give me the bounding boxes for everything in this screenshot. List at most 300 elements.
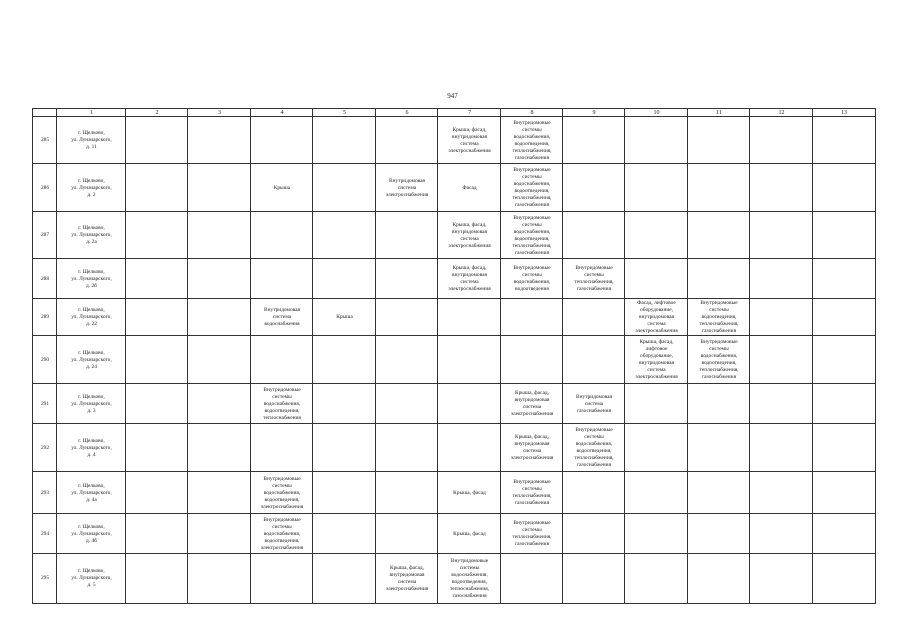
cell-line: Внутридомовые: [700, 339, 738, 345]
table-cell: [437, 553, 501, 604]
cell-line: система: [460, 279, 479, 285]
cell-line: водоснабжения,: [263, 400, 301, 407]
row-number: [32, 116, 57, 164]
empty-cell: [624, 383, 688, 424]
cell-line: 292: [40, 444, 50, 451]
cell-line: Внутридомовые: [513, 167, 551, 173]
empty-cell: [312, 471, 376, 514]
empty-cell: [500, 553, 563, 604]
cell-line: Внутридомовые: [513, 119, 551, 126]
empty-cell: [812, 471, 876, 514]
table-cell: [56, 298, 126, 336]
cell-line: водоснабжения,: [700, 353, 738, 359]
cell-line: внутридомовая: [452, 133, 487, 140]
cell-line: газоснабжения: [576, 407, 612, 414]
cell-line: водоснабжения,: [451, 571, 488, 578]
cell-line: газоснабжения: [701, 328, 737, 334]
empty-cell: [187, 116, 251, 164]
empty-cell: [187, 298, 251, 336]
empty-cell: [562, 471, 625, 514]
table-cell: [250, 513, 313, 554]
cell-line: водоснабжения,: [513, 181, 551, 187]
cell-line: система: [272, 314, 292, 320]
empty-cell: [187, 383, 251, 424]
cell-line: ул. Луначарского,: [71, 232, 112, 238]
table-cell: [437, 471, 501, 514]
empty-cell: [250, 553, 313, 604]
cell-line: газоснабжения: [701, 374, 737, 380]
cell-line: водоотведения,: [576, 448, 612, 454]
empty-cell: [125, 116, 188, 164]
cell-line: Внутридомовые: [513, 520, 551, 526]
cell-line: 3: [218, 109, 221, 116]
cell-line: Крыша, фасад,: [452, 126, 487, 133]
cell-line: теплоснабжения,: [449, 585, 490, 592]
cell-line: Фасад: [462, 184, 477, 191]
empty-cell: [312, 423, 376, 472]
cell-line: 12: [778, 109, 785, 116]
cell-line: электроснабжения: [385, 191, 429, 198]
table-cell: [56, 335, 126, 384]
empty-cell: [749, 383, 813, 424]
cell-line: Внутридомовые: [513, 214, 551, 221]
table-cell: [437, 513, 501, 554]
empty-cell: [375, 471, 438, 514]
empty-cell: [312, 513, 376, 554]
row-number: [32, 335, 57, 384]
cell-line: ул. Луначарского,: [71, 400, 112, 407]
cell-line: газоснабжения: [514, 202, 550, 208]
cell-line: 290: [40, 356, 50, 363]
table-cell: [56, 471, 126, 514]
cell-line: системы: [522, 221, 542, 228]
cell-line: 289: [40, 314, 50, 320]
table-cell: [562, 383, 625, 424]
empty-cell: [687, 423, 750, 472]
cell-line: водоснабжения,: [263, 489, 301, 496]
cell-line: 294: [40, 530, 50, 537]
cell-line: д. 11: [86, 144, 97, 150]
empty-cell: [375, 116, 438, 164]
cell-line: электроснабжения: [510, 411, 554, 417]
cell-line: водоотведения,: [701, 314, 737, 320]
cell-line: ул. Луначарского,: [71, 356, 112, 363]
empty-cell: [125, 471, 188, 514]
table-cell: [56, 116, 126, 164]
cell-line: системы: [522, 486, 542, 492]
cell-line: система: [647, 321, 666, 327]
cell-line: г. Щелково,: [78, 268, 105, 275]
empty-cell: [187, 553, 251, 604]
empty-cell: [687, 163, 750, 212]
cell-line: Внутридомовые: [700, 300, 738, 306]
empty-cell: [687, 513, 750, 554]
empty-cell: [187, 423, 251, 472]
table-cell: [500, 383, 563, 424]
empty-cell: [624, 471, 688, 514]
cell-line: Крыша, фасад: [453, 530, 486, 537]
empty-cell: [437, 335, 501, 384]
table-cell: [500, 163, 563, 212]
cell-line: водоснабжения,: [575, 441, 613, 447]
empty-cell: [312, 211, 376, 259]
cell-line: внутридомовая: [514, 441, 550, 447]
cell-line: системы: [272, 523, 292, 530]
cell-line: система: [460, 140, 479, 147]
cell-line: Крыша, фасад,: [515, 434, 549, 440]
cell-line: Внутридомовые: [263, 516, 301, 523]
cell-line: теплоснабжения,: [699, 367, 739, 373]
cell-line: системы: [459, 564, 480, 571]
cell-line: водоснабжения,: [513, 228, 551, 235]
empty-cell: [437, 423, 501, 472]
table-cell: [56, 423, 126, 472]
cell-line: теплоснабжения,: [512, 493, 552, 499]
empty-cell: [749, 553, 813, 604]
empty-cell: [812, 298, 876, 336]
empty-cell: [375, 383, 438, 424]
cell-line: системы: [709, 346, 729, 352]
cell-line: газоснабжения: [514, 249, 550, 256]
table-cell: [56, 553, 126, 604]
empty-cell: [749, 116, 813, 164]
cell-line: д. 5: [87, 582, 96, 588]
cell-line: ул. Луначарского,: [71, 444, 112, 451]
empty-cell: [687, 553, 750, 604]
cell-line: д. 2б: [86, 282, 97, 289]
cell-line: г. Щелково,: [78, 568, 105, 574]
empty-cell: [812, 335, 876, 384]
empty-cell: [749, 335, 813, 384]
table-cell: [500, 211, 563, 259]
empty-cell: [187, 513, 251, 554]
cell-line: оборудование,: [640, 307, 673, 313]
cell-line: газоснабжения: [514, 154, 550, 161]
empty-cell: [624, 513, 688, 554]
cell-line: д. 22: [86, 321, 97, 327]
empty-cell: [562, 211, 625, 259]
cell-line: 4: [280, 109, 284, 116]
cell-line: 286: [40, 184, 50, 191]
cell-line: д. 24: [86, 363, 97, 370]
cell-line: лифтовое: [645, 346, 668, 352]
cell-line: электроснабжения: [635, 328, 678, 334]
cell-line: электроснабжения: [385, 585, 429, 592]
empty-cell: [749, 298, 813, 336]
cell-line: водоотведения,: [514, 140, 550, 147]
cell-line: системы: [584, 434, 604, 440]
cell-line: теплоснабжения,: [512, 195, 552, 201]
cell-line: системы: [709, 307, 729, 313]
empty-cell: [375, 211, 438, 259]
empty-cell: [125, 383, 188, 424]
cell-line: системы: [522, 174, 542, 180]
cell-line: теплоснабжения,: [574, 455, 614, 461]
empty-cell: [812, 163, 876, 212]
row-number: [32, 211, 57, 259]
table-cell: [624, 335, 688, 384]
table-cell: [250, 163, 313, 212]
empty-cell: [125, 163, 188, 212]
empty-cell: [562, 553, 625, 604]
cell-line: системы: [522, 272, 542, 278]
cell-line: ул. Луначарского,: [71, 184, 112, 191]
cell-line: Внутридомовые: [450, 557, 489, 564]
table-cell: [375, 553, 438, 604]
table-cell: [56, 211, 126, 259]
cell-line: водоснабжения,: [513, 133, 551, 140]
table-cell: [437, 258, 501, 299]
cell-line: оборудование,: [640, 353, 673, 359]
empty-cell: [687, 383, 750, 424]
empty-cell: [375, 258, 438, 299]
table-cell: [250, 298, 313, 336]
empty-cell: [125, 335, 188, 384]
table-cell: [500, 513, 563, 554]
cell-line: 293: [40, 489, 50, 496]
cell-line: системы: [272, 393, 292, 400]
table-cell: [562, 423, 625, 472]
cell-line: Крыша, фасад,: [639, 339, 674, 345]
empty-cell: [749, 258, 813, 299]
cell-line: Внутридомовые: [575, 427, 613, 433]
cell-line: г. Щелково,: [78, 307, 105, 313]
empty-cell: [125, 298, 188, 336]
table-cell: [624, 298, 688, 336]
empty-cell: [812, 513, 876, 554]
empty-cell: [250, 335, 313, 384]
table-cell: [56, 383, 126, 424]
cell-line: ул. Луначарского,: [71, 314, 112, 320]
table-cell: [250, 471, 313, 514]
cell-line: электроснабжения: [448, 286, 491, 292]
cell-line: ул. Луначарского,: [71, 575, 112, 581]
cell-line: электроснабжения: [635, 374, 678, 380]
empty-cell: [687, 116, 750, 164]
cell-line: ул. Луначарского,: [71, 530, 112, 537]
row-number: [32, 423, 57, 472]
cell-line: 2: [155, 109, 159, 116]
cell-line: д. 4б: [86, 537, 97, 544]
row-number: [32, 298, 57, 336]
cell-line: электроснабжения: [260, 544, 304, 551]
empty-cell: [562, 163, 625, 212]
cell-line: Внутридомовые: [263, 386, 301, 393]
empty-cell: [187, 258, 251, 299]
cell-line: водоотведения,: [264, 496, 300, 503]
cell-line: 287: [40, 232, 50, 238]
cell-line: системы: [522, 527, 542, 533]
cell-line: Фасад, лифтовое: [637, 300, 676, 306]
cell-line: ул. Луначарского,: [71, 489, 112, 496]
table-cell: [375, 163, 438, 212]
cell-line: теплоснабжения,: [512, 534, 552, 540]
cell-line: г. Щелково,: [78, 393, 105, 400]
cell-line: водоотведения,: [451, 578, 488, 585]
empty-cell: [312, 163, 376, 212]
cell-line: д. 2а: [86, 239, 97, 245]
table-cell: [56, 258, 126, 299]
cell-line: Внутридомовая: [264, 307, 300, 313]
cell-line: системы: [272, 482, 292, 489]
empty-cell: [375, 298, 438, 336]
table-cell: [500, 471, 563, 514]
cell-line: водоснабжения,: [513, 279, 551, 285]
cell-line: г. Щелково,: [78, 225, 105, 231]
cell-line: система: [647, 367, 666, 373]
cell-line: 13: [841, 109, 847, 116]
cell-line: 11: [716, 109, 722, 116]
cell-line: система: [522, 404, 542, 410]
cell-line: г. Щелково,: [78, 349, 105, 356]
cell-line: внутридомовая: [639, 314, 674, 320]
cell-line: внутридомовая: [514, 397, 550, 403]
empty-cell: [624, 553, 688, 604]
cell-line: 9: [592, 109, 596, 116]
empty-cell: [562, 513, 625, 554]
cell-line: система: [584, 400, 604, 407]
cell-line: система: [397, 578, 417, 585]
table-cell: [437, 211, 501, 259]
empty-cell: [187, 163, 251, 212]
empty-cell: [749, 211, 813, 259]
cell-line: электроснабжения: [448, 147, 491, 154]
cell-line: электроснабжения: [448, 242, 491, 249]
cell-line: водоснабжения,: [263, 530, 301, 537]
table-cell: [437, 163, 501, 212]
empty-cell: [562, 335, 625, 384]
cell-line: 295: [40, 575, 50, 581]
cell-line: Крыша, фасад,: [515, 390, 549, 396]
empty-cell: [812, 211, 876, 259]
cell-line: ул. Луначарского,: [71, 137, 112, 143]
cell-line: д. 2: [87, 191, 96, 198]
cell-line: 7: [468, 109, 471, 116]
empty-cell: [250, 258, 313, 299]
cell-line: теплоснабжения,: [574, 279, 614, 285]
cell-line: 8: [530, 109, 534, 116]
empty-cell: [624, 258, 688, 299]
table-cell: [687, 298, 750, 336]
cell-line: водоотведения,: [264, 407, 300, 414]
empty-cell: [125, 553, 188, 604]
row-number: [32, 471, 57, 514]
empty-cell: [312, 553, 376, 604]
empty-cell: [250, 116, 313, 164]
cell-line: Крыша, фасад,: [452, 221, 487, 228]
cell-line: водоотведения: [515, 286, 549, 292]
cell-line: 291: [40, 400, 50, 407]
cell-line: внутридомовая: [639, 360, 674, 366]
cell-line: д. 4: [87, 451, 96, 458]
table-cell: [500, 116, 563, 164]
cell-line: Внутридомовые: [575, 265, 613, 271]
empty-cell: [500, 298, 563, 336]
empty-cell: [749, 163, 813, 212]
cell-line: система: [522, 448, 542, 454]
empty-cell: [562, 298, 625, 336]
cell-line: внутридомовая: [452, 272, 487, 278]
empty-cell: [749, 471, 813, 514]
empty-cell: [624, 423, 688, 472]
cell-line: системы: [522, 126, 542, 133]
cell-line: Внутридомовые: [263, 475, 301, 482]
empty-cell: [312, 383, 376, 424]
row-number: [32, 163, 57, 212]
cell-line: электроснабжения: [260, 503, 304, 510]
cell-line: теплоснабжения: [263, 414, 301, 421]
empty-cell: [125, 513, 188, 554]
cell-line: Внутридомовые: [513, 265, 551, 271]
empty-cell: [375, 335, 438, 384]
cell-line: ул. Луначарского,: [71, 275, 112, 282]
empty-cell: [624, 211, 688, 259]
cell-line: г. Щелково,: [78, 523, 105, 530]
empty-cell: [687, 258, 750, 299]
empty-cell: [375, 423, 438, 472]
empty-cell: [312, 335, 376, 384]
cell-line: водоотведения,: [514, 188, 550, 194]
cell-line: г. Щелково,: [78, 130, 105, 136]
empty-cell: [812, 258, 876, 299]
empty-cell: [250, 423, 313, 472]
cell-line: Крыша, фасад,: [452, 265, 487, 271]
empty-cell: [437, 298, 501, 336]
empty-cell: [125, 211, 188, 259]
cell-line: д. 3: [87, 407, 96, 414]
cell-line: теплоснабжения,: [512, 242, 552, 249]
cell-line: Крыша: [273, 184, 291, 191]
cell-line: теплоснабжения,: [699, 321, 739, 327]
empty-cell: [687, 211, 750, 259]
cell-line: газоснабжения: [452, 592, 487, 599]
table-cell: [56, 163, 126, 212]
cell-line: внутридомовая: [452, 228, 487, 235]
cell-line: внутридомовая: [389, 571, 425, 578]
empty-cell: [312, 258, 376, 299]
empty-cell: [687, 471, 750, 514]
cell-line: водоотведения,: [701, 360, 737, 366]
cell-line: Крыша: [336, 314, 353, 320]
table-cell: [687, 335, 750, 384]
empty-cell: [562, 116, 625, 164]
cell-line: Внутридомовая: [576, 393, 612, 400]
row-number: [32, 513, 57, 554]
empty-cell: [624, 163, 688, 212]
empty-cell: [500, 335, 563, 384]
empty-cell: [375, 513, 438, 554]
row-number: [32, 383, 57, 424]
empty-cell: [187, 471, 251, 514]
cell-line: Внутридомовые: [513, 479, 551, 485]
cell-line: 1: [90, 109, 93, 116]
cell-line: газоснабжения: [514, 541, 550, 547]
page-number: 947: [447, 92, 458, 100]
empty-cell: [187, 335, 251, 384]
empty-cell: [125, 423, 188, 472]
cell-line: система: [397, 184, 417, 191]
cell-line: газоснабжения: [576, 462, 612, 468]
cell-line: 6: [405, 109, 409, 116]
table-cell: [562, 258, 625, 299]
empty-cell: [624, 116, 688, 164]
empty-cell: [749, 513, 813, 554]
cell-line: г. Щелково,: [78, 437, 105, 444]
cell-line: теплоснабжения,: [512, 147, 552, 154]
empty-cell: [437, 383, 501, 424]
cell-line: газоснабжения: [514, 500, 550, 506]
cell-line: 5: [343, 109, 346, 116]
